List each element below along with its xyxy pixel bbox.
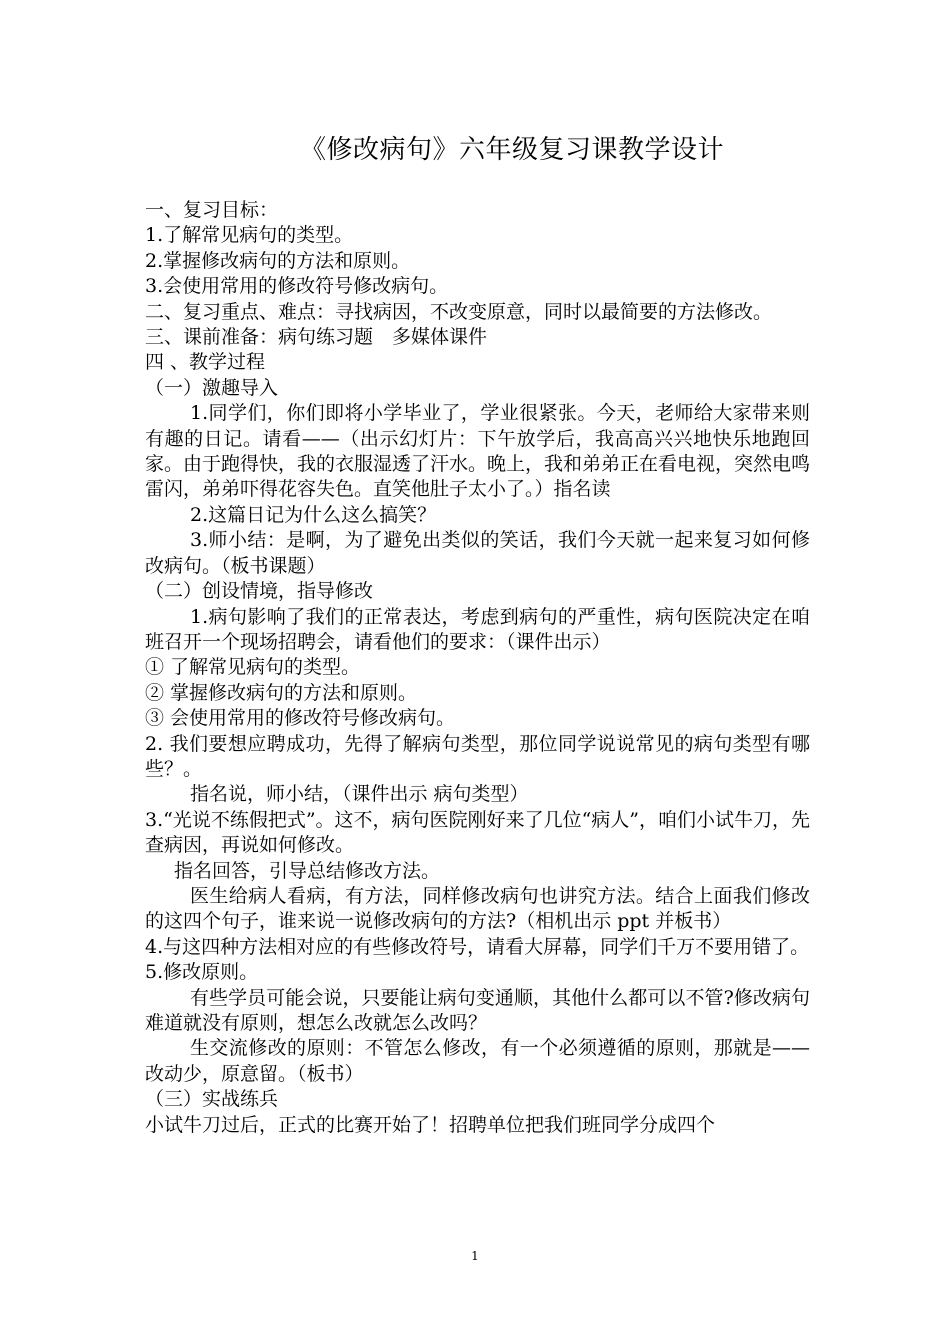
subsection-heading: （三）实战练兵 <box>145 1088 279 1111</box>
list-item: 3.会使用常用的修改符号修改病句。 <box>145 275 449 298</box>
list-item: 1.了解常见病句的类型。 <box>145 224 354 247</box>
body-paragraph: 指名说，师小结，（课件出示 病句类型） <box>190 783 529 806</box>
body-paragraph: 指名回答，引导总结修改方法。 <box>174 859 441 882</box>
body-paragraph: 4.与这四种方法相对应的有些修改符号，请看大屏幕，同学们千万不要用错了。 <box>145 935 810 958</box>
body-paragraph: 3.“光说不练假把式”。这不，病句医院刚好来了几位“病人”，咱们小试牛刀，先查病因，再说如何修改。 <box>145 808 810 857</box>
document-title: 《修改病句》六年级复习课教学设计 <box>300 135 725 165</box>
list-item: ① 了解常见病句的类型。 <box>145 656 361 679</box>
list-item: 2.掌握修改病句的方法和原则。 <box>145 249 411 272</box>
section-heading: 三、课前准备：病句练习题 多媒体课件 <box>145 326 488 349</box>
subsection-heading: （二）创设情境，指导修改 <box>145 580 374 603</box>
body-paragraph: 生交流修改的原则：不管怎么修改，有一个必须遵循的原则，那就是——改动少，原意留。（板书） <box>145 1037 810 1085</box>
section-heading: 二、复习重点、难点：寻找病因，不改变原意，同时以最简要的方法修改。 <box>145 300 773 323</box>
body-paragraph: 2. 我们要想应聘成功，先得了解病句类型，那位同学说说常见的病句类型有哪些？。 <box>145 732 810 780</box>
body-paragraph: 1.病句影响了我们的正常表达，考虑到病句的严重性，病句医院决定在咱班召开一个现场招聘会，请看他们的要求：（课件出示） <box>145 605 810 653</box>
body-paragraph: 3.师小结：是啊，为了避免出类似的笑话，我们今天就一起来复习如何修改病句。（板书课题） <box>145 529 810 577</box>
body-paragraph: 2.这篇日记为什么这么搞笑？ <box>190 503 437 526</box>
document-body <box>145 198 810 1138</box>
body-paragraph: 5.修改原则。 <box>145 961 259 984</box>
body-paragraph: 医生给病人看病，有方法，同样修改病句也讲究方法。结合上面我们修改的这四个句子，谁来说一说修改病句的方法?（相机出示 ppt 并板书） <box>145 884 810 933</box>
body-paragraph: 有些学员可能会说，只要能让病句变通顺，其他什么都可以不管?修改病句难道就没有原则，想怎么改就怎么改吗？ <box>145 986 810 1034</box>
list-item: ② 掌握修改病句的方法和原则。 <box>145 681 418 704</box>
page-number: 1 <box>471 1249 479 1263</box>
subsection-heading: （一）激趣导入 <box>145 376 279 399</box>
body-paragraph: 1.同学们，你们即将小学毕业了，学业很紧张。今天，老师给大家带来则有趣的日记。请看——（出示幻灯片：下午放学后，我高高兴兴地快乐地跑回家。由于跑得快，我的衣服湿透了汗水。晚上，我和弟弟正在看电视，突然电鸣雷闪，弟弟吓得花容失色。直笑他肚子太小了。）指名读 <box>145 402 811 501</box>
list-item: ③ 会使用常用的修改符号修改病句。 <box>145 707 456 730</box>
section-heading: 一、复习目标： <box>145 199 279 221</box>
section-heading: 四 、教学过程 <box>145 351 266 374</box>
body-paragraph: 小试牛刀过后，正式的比赛开始了！招聘单位把我们班同学分成四个 <box>145 1113 716 1136</box>
